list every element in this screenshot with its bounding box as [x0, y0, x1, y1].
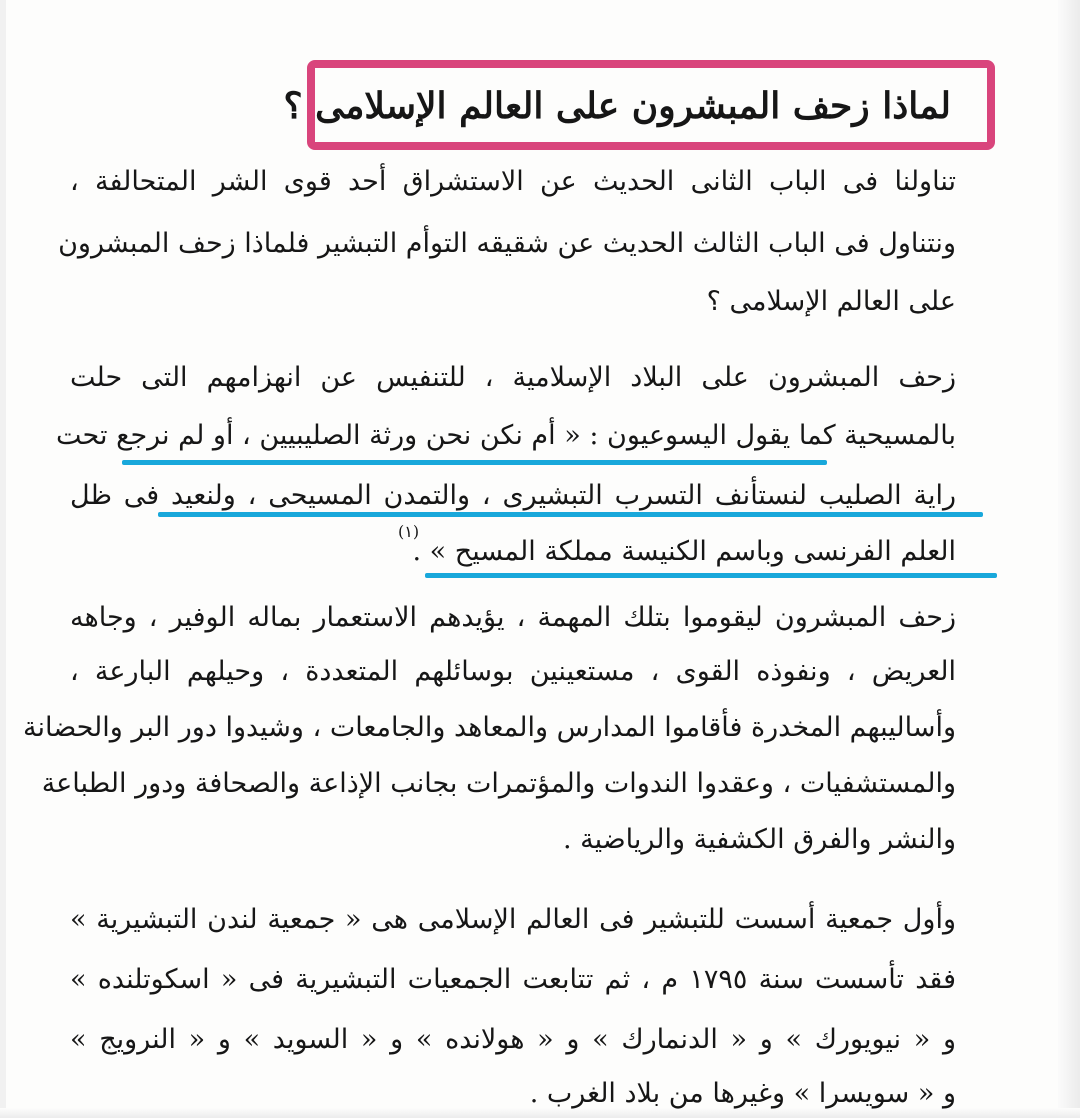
text-line: فقد تأسست سنة ١٧٩٥ م ، ثم تتابعت الجمعيات التبشيرية فى « اسكوتلنده » [70, 964, 956, 995]
text-line: والمستشفيات ، وعقدوا الندوات والمؤتمرات بجانب الإذاعة والصحافة ودور الطباعة [41, 768, 956, 799]
text-line: العلم الفرنسى وباسم الكنيسة مملكة المسيح » . [412, 536, 956, 567]
text-line: زحف المبشرون على البلاد الإسلامية ، للتنفيس عن انهزامهم التى حلت [70, 362, 956, 393]
text-line: زحف المبشرون ليقوموا بتلك المهمة ، يؤيدهم الاستعمار بماله الوفير ، وجاهه [70, 602, 956, 633]
text-line: وأول جمعية أسست للتبشير فى العالم الإسلامى هى « جمعية لندن التبشيرية » [70, 904, 956, 935]
text-line: بالمسيحية كما يقول اليسوعيون : « أم نكن نحن ورثة الصليبيين ، أو لم نرجع تحت [56, 420, 956, 451]
text-line: تناولنا فى الباب الثانى الحديث عن الاستشراق أحد قوى الشر المتحالفة ، [70, 166, 956, 197]
footnote-reference: (١) [398, 522, 420, 541]
text-line: و « سويسرا » وغيرها من بلاد الغرب . [529, 1078, 956, 1109]
text-line: ونتناول فى الباب الثالث الحديث عن شقيقه التوأم التبشير فلماذا زحف المبشرون [58, 228, 956, 259]
text-line: و « نيويورك » و « الدنمارك » و « هولانده » و « السويد » و « النرويج » [70, 1024, 956, 1055]
quote-underline [425, 573, 997, 578]
text-line: راية الصليب لنستأنف التسرب التبشيرى ، والتمدن المسيحى ، ولنعيد فى ظل [70, 480, 956, 511]
page-edge-right [1058, 0, 1080, 1118]
page-edge-left [0, 0, 6, 1118]
title-highlight-box [283, 60, 995, 150]
page-title: لماذا زحف المبشرون على العالم الإسلامى ؟ [283, 85, 951, 127]
quote-underline [122, 460, 827, 465]
text-line: وأساليبهم المخدرة فأقاموا المدارس والمعاهد والجامعات ، وشيدوا دور البر والحضانة [23, 712, 956, 743]
text-line: العريض ، ونفوذه القوى ، مستعينين بوسائلهم المتعددة ، وحيلهم البارعة ، [70, 656, 956, 687]
text-line: والنشر والفرق الكشفية والرياضية . [562, 824, 956, 855]
quote-underline [158, 512, 983, 517]
text-line: على العالم الإسلامى ؟ [706, 286, 956, 317]
